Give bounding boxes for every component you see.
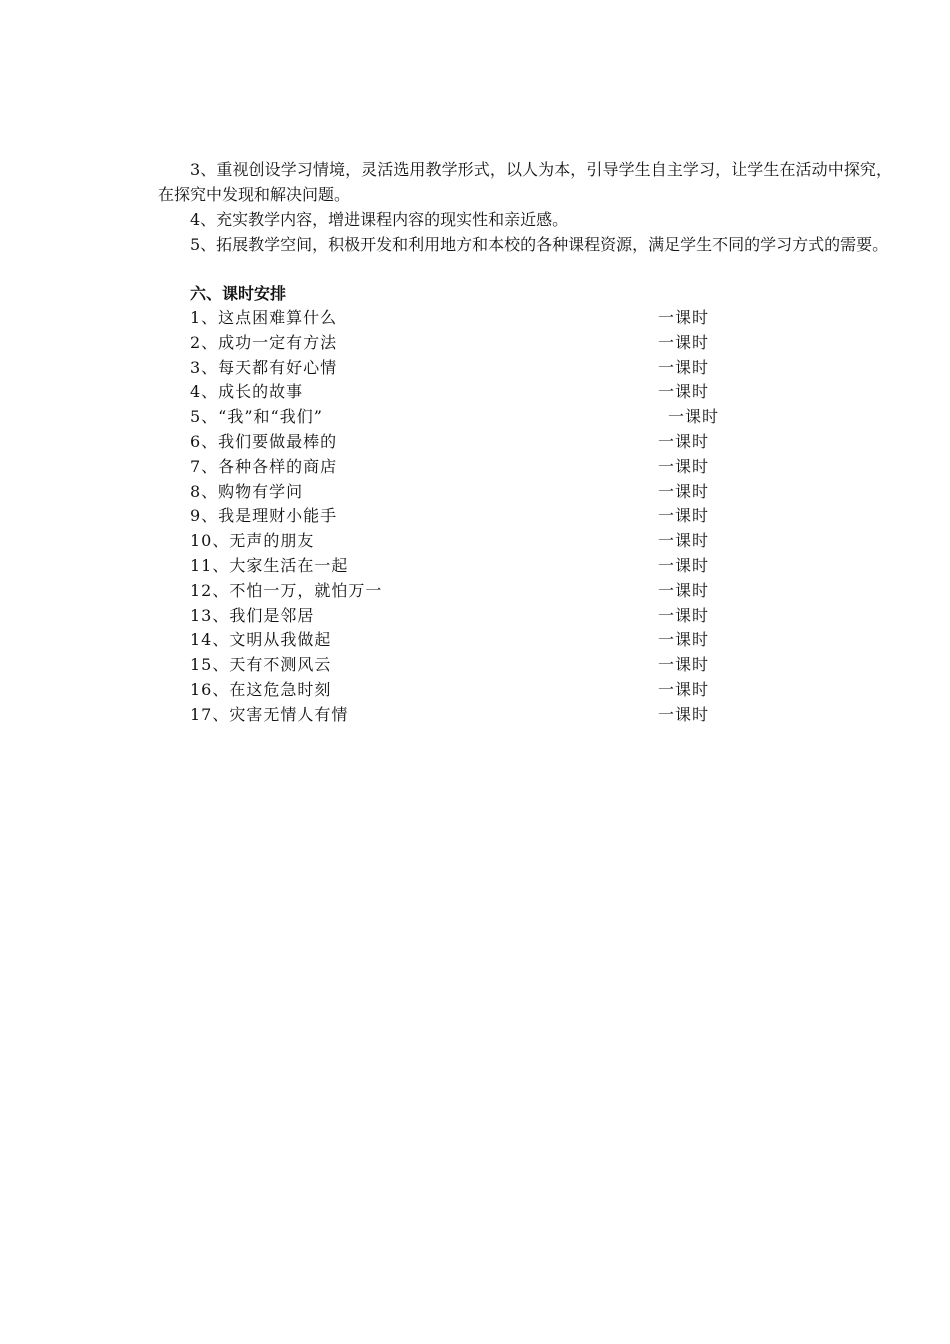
lesson-hours: 一课时 xyxy=(658,506,710,526)
lesson-title: 6、我们要做最棒的 xyxy=(190,431,338,451)
paragraph-item-4: 4、充实教学内容，增进课程内容的现实性和亲近感。 xyxy=(190,210,569,229)
lesson-title: 7、各种各样的商店 xyxy=(190,456,338,476)
lesson-title: 13、我们是邻居 xyxy=(190,605,315,625)
schedule-row xyxy=(190,604,750,629)
schedule-row xyxy=(190,579,750,604)
schedule-row xyxy=(190,504,750,529)
lesson-title: 16、在这危急时刻 xyxy=(190,679,332,699)
lesson-hours: 一课时 xyxy=(658,704,710,724)
schedule-row xyxy=(190,628,750,653)
schedule-row xyxy=(190,380,750,405)
lesson-hours: 一课时 xyxy=(658,630,710,650)
lesson-title: 14、文明从我做起 xyxy=(190,630,332,650)
lesson-title: 5、“我”和“我们” xyxy=(190,407,323,427)
section-heading-schedule: 六、课时安排 xyxy=(190,284,287,303)
lesson-title: 8、购物有学问 xyxy=(190,481,304,501)
lesson-hours: 一课时 xyxy=(658,332,710,352)
paragraph-item-5: 5、拓展教学空间，积极开发和利用地方和本校的各种课程资源，满足学生不同的学习方式的需要。 xyxy=(190,235,889,254)
schedule-row xyxy=(190,703,750,728)
lesson-hours: 一课时 xyxy=(658,531,710,551)
lesson-title: 2、成功一定有方法 xyxy=(190,332,338,352)
lesson-hours: 一课时 xyxy=(658,382,710,402)
lesson-schedule-list xyxy=(190,306,750,728)
schedule-row xyxy=(190,480,750,505)
lesson-title: 3、每天都有好心情 xyxy=(190,357,338,377)
lesson-hours: 一课时 xyxy=(658,456,710,476)
schedule-row xyxy=(190,554,750,579)
schedule-row xyxy=(190,678,750,703)
schedule-row xyxy=(190,306,750,331)
lesson-title: 10、无声的朋友 xyxy=(190,531,315,551)
schedule-row xyxy=(190,529,750,554)
lesson-hours: 一课时 xyxy=(658,555,710,575)
lesson-title: 15、天有不测风云 xyxy=(190,655,332,675)
schedule-row xyxy=(190,331,750,356)
lesson-hours: 一课时 xyxy=(658,431,710,451)
lesson-hours: 一课时 xyxy=(658,679,710,699)
lesson-hours: 一课时 xyxy=(658,655,710,675)
lesson-hours: 一课时 xyxy=(658,605,710,625)
lesson-hours: 一课时 xyxy=(658,580,710,600)
lesson-hours: 一课时 xyxy=(658,357,710,377)
paragraph-item-3: 3、重视创设学习情境，灵活选用教学形式，以人为本，引导学生自主学习，让学生在活动中探究，在探究中发现和解决问题。 xyxy=(158,160,892,204)
lesson-title: 9、我是理财小能手 xyxy=(190,506,338,526)
lesson-hours: 一课时 xyxy=(658,308,710,327)
schedule-row xyxy=(190,455,750,480)
lesson-title: 1、这点困难算什么 xyxy=(190,308,338,327)
lesson-hours: 一课时 xyxy=(668,407,720,427)
schedule-row xyxy=(190,430,750,455)
lesson-title: 12、不怕一万，就怕万一 xyxy=(190,580,383,600)
lesson-hours: 一课时 xyxy=(658,481,710,501)
lesson-title: 17、灾害无情人有情 xyxy=(190,704,349,724)
lesson-title: 11、大家生活在一起 xyxy=(190,555,349,575)
lesson-title: 4、成长的故事 xyxy=(190,382,304,402)
schedule-row xyxy=(190,405,750,430)
schedule-row xyxy=(190,653,750,678)
schedule-row xyxy=(190,356,750,381)
